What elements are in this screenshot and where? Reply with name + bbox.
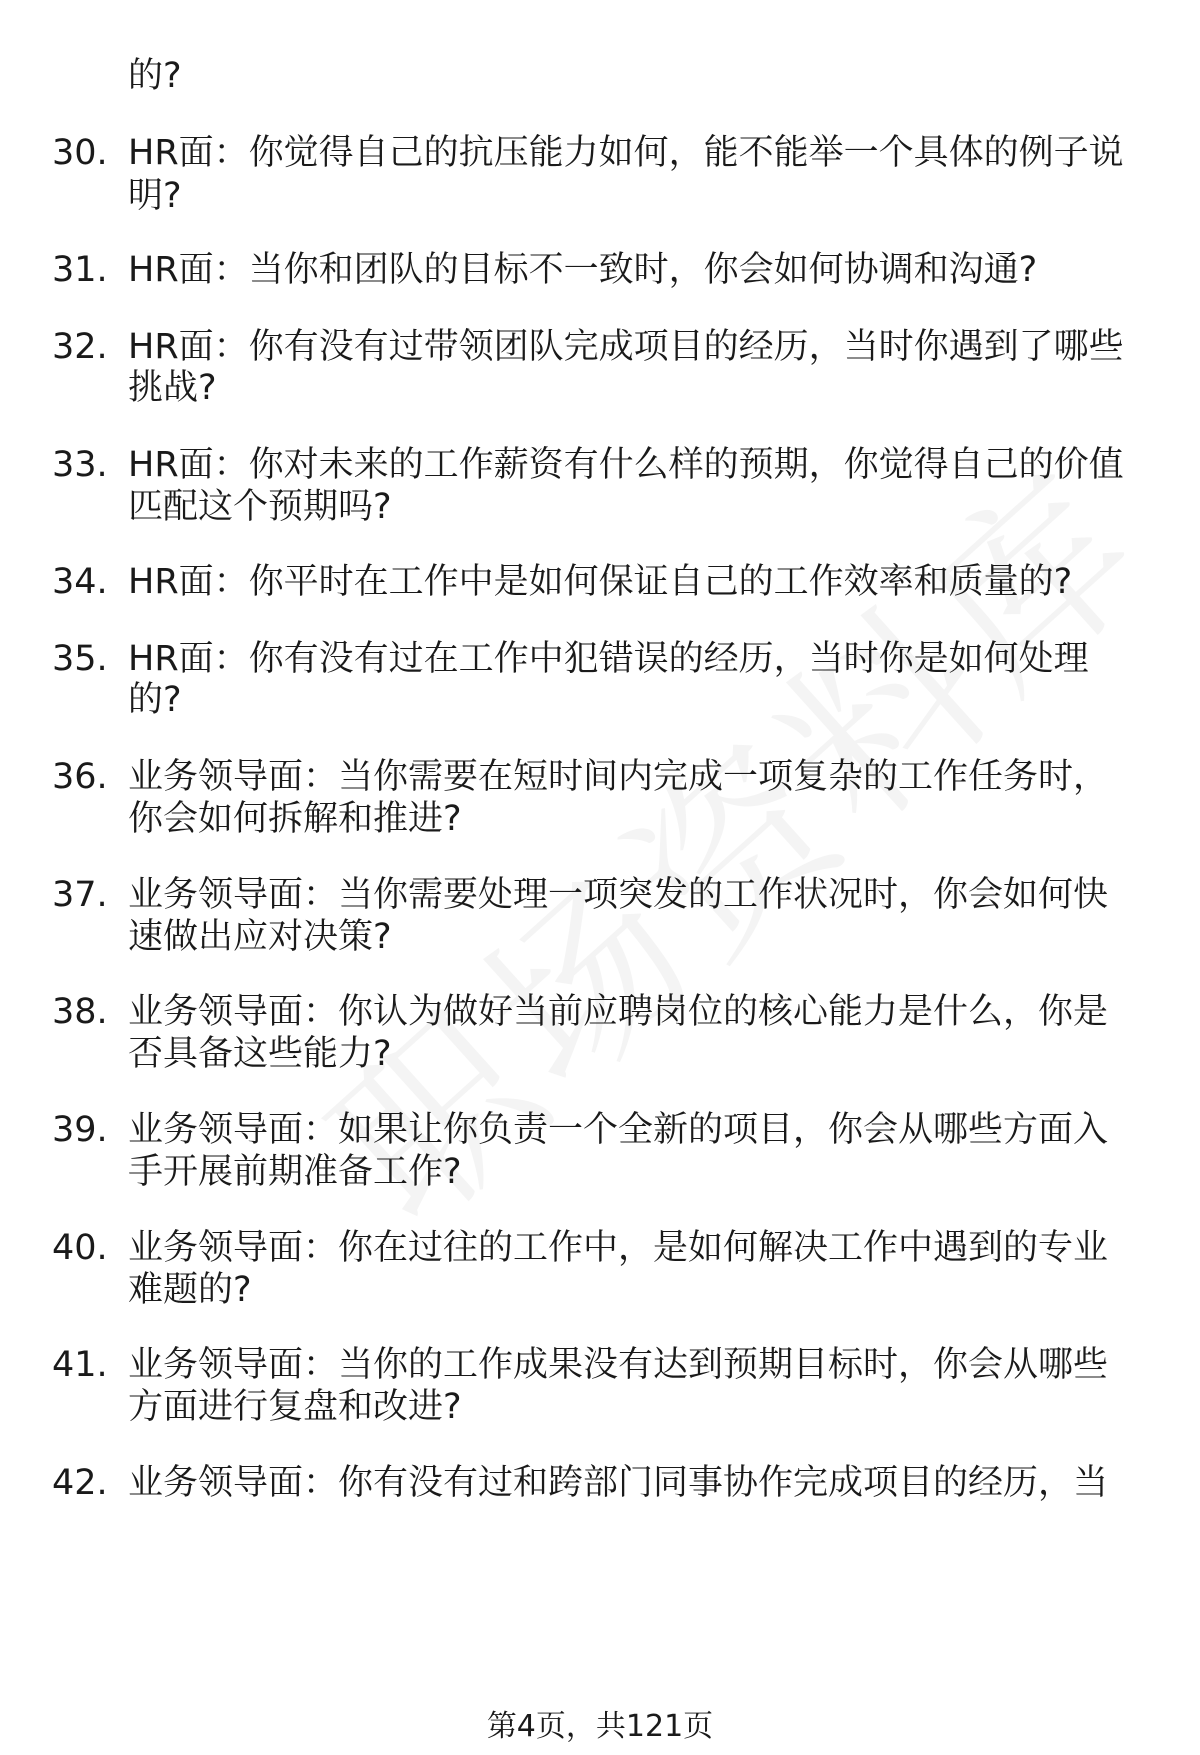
item-number: 38. xyxy=(52,992,108,1032)
question-text-line2: 的? xyxy=(128,680,182,720)
question-text: HR面：你觉得自己的抗压能力如何，能不能举一个具体的例子说 xyxy=(128,133,1124,173)
item-number: 36. xyxy=(52,757,108,797)
question-text-line2: 否具备这些能力? xyxy=(128,1034,392,1074)
item-number: 32. xyxy=(52,327,108,367)
question-text: 业务领导面：如果让你负责一个全新的项目，你会从哪些方面入 xyxy=(128,1110,1109,1150)
question-text-line2: 明? xyxy=(128,176,182,216)
item-number: 34. xyxy=(52,562,108,602)
question-text-line2: 方面进行复盘和改进? xyxy=(128,1387,462,1427)
question-text: 业务领导面：你认为做好当前应聘岗位的核心能力是什么，你是 xyxy=(128,992,1109,1032)
item-number: 30. xyxy=(52,133,108,173)
question-text: HR面：你对未来的工作薪资有什么样的预期，你觉得自己的价值 xyxy=(128,445,1124,485)
question-text-line2: 匹配这个预期吗? xyxy=(128,487,392,527)
item-number: 33. xyxy=(52,445,108,485)
item-number: 37. xyxy=(52,875,108,915)
question-text-continued: 的? xyxy=(128,56,182,96)
item-number: 40. xyxy=(52,1228,108,1268)
item-number: 39. xyxy=(52,1110,108,1150)
question-text: 业务领导面：当你需要在短时间内完成一项复杂的工作任务时， xyxy=(128,757,1109,797)
item-number: 42. xyxy=(52,1463,108,1503)
question-text: 业务领导面：你有没有过和跨部门同事协作完成项目的经历，当 xyxy=(128,1463,1109,1503)
item-number: 41. xyxy=(52,1345,108,1385)
question-text-line2: 挑战? xyxy=(128,368,217,408)
question-text: 业务领导面：当你需要处理一项突发的工作状况时，你会如何快 xyxy=(128,875,1109,915)
question-text-line2: 手开展前期准备工作? xyxy=(128,1152,462,1192)
question-text-line2: 速做出应对决策? xyxy=(128,917,392,957)
question-text: HR面：你平时在工作中是如何保证自己的工作效率和质量的? xyxy=(128,562,1073,602)
question-text: 业务领导面：当你的工作成果没有达到预期目标时，你会从哪些 xyxy=(128,1345,1109,1385)
question-text-line2: 你会如何拆解和推进? xyxy=(128,799,462,839)
question-text: HR面：当你和团队的目标不一致时，你会如何协调和沟通? xyxy=(128,250,1038,290)
question-text: 业务领导面：你在过往的工作中，是如何解决工作中遇到的专业 xyxy=(128,1228,1109,1268)
question-text: HR面：你有没有过在工作中犯错误的经历，当时你是如何处理 xyxy=(128,639,1089,679)
item-number: 35. xyxy=(52,639,108,679)
item-number: 31. xyxy=(52,250,108,290)
question-text: HR面：你有没有过带领团队完成项目的经历，当时你遇到了哪些 xyxy=(128,327,1124,367)
page-footer: 第4页，共121页 xyxy=(486,1709,714,1744)
question-text-line2: 难题的? xyxy=(128,1270,252,1310)
